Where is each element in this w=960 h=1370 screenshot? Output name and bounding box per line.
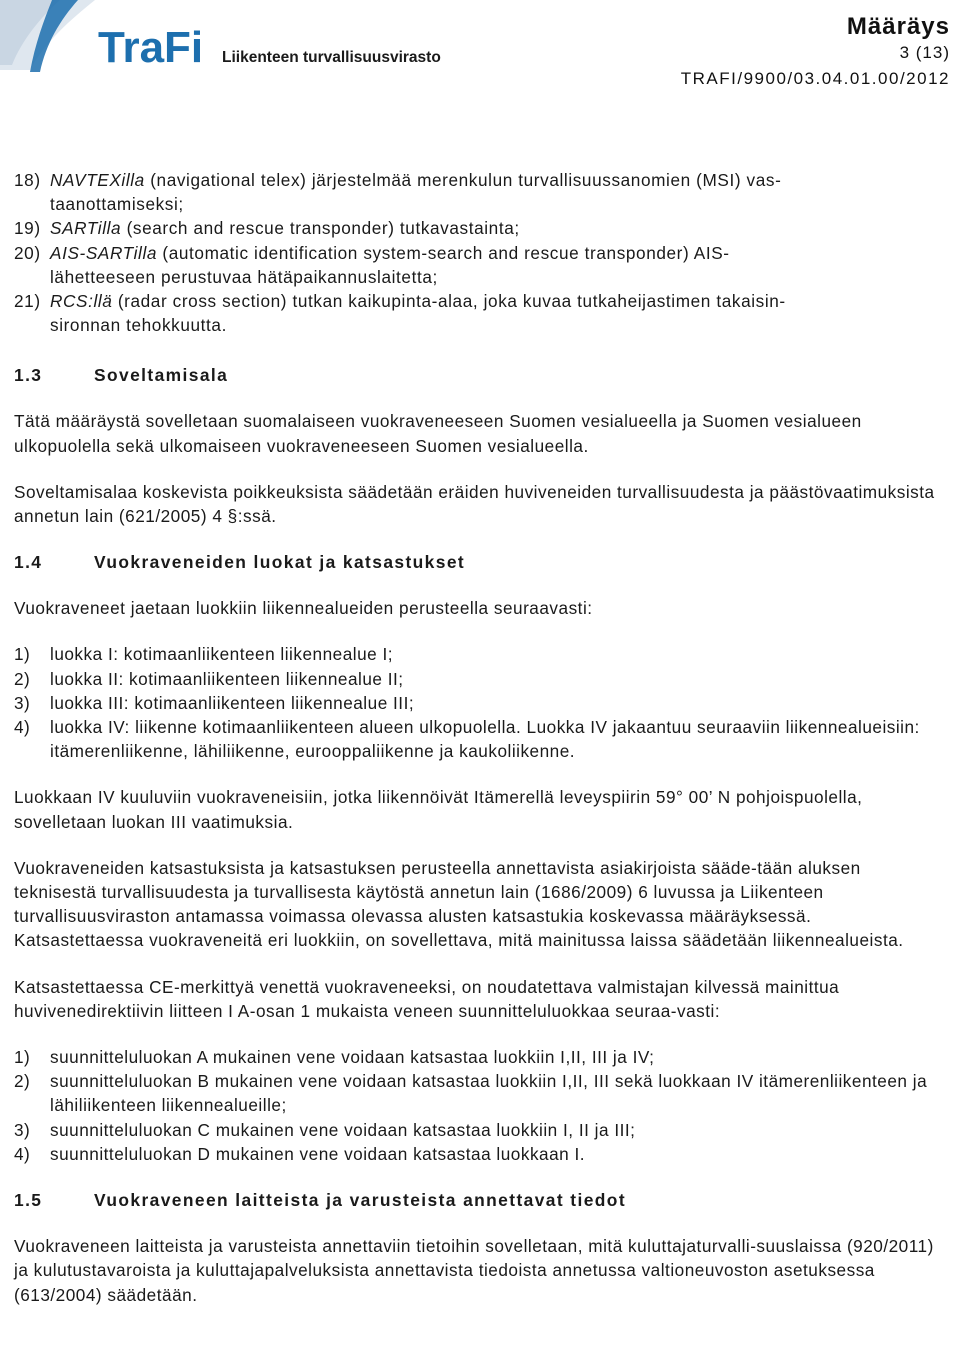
document-body (14, 168, 944, 1307)
paragraph: Soveltamisalaa koskevista poikkeuksista säädetään eräiden huviveneiden turvallisuudesta ja päästövaatimuksista annetun lain (621/2005) 4 §:ssä. (14, 481, 935, 527)
definition-text: (radar cross section) tutkan kaikupinta-alaa, joka kuvaa tutkaheijastimen takaisin- (112, 291, 786, 312)
list-number: 1) (14, 1047, 31, 1068)
definition-number: 19) (14, 218, 41, 239)
section-heading-1-4 (14, 550, 944, 574)
definition-item (14, 289, 944, 337)
section-number: 1.3 (14, 365, 43, 386)
paragraph: Vuokraveneen laitteista ja varusteista annettaviin tietoihin sovelletaan, mitä kuluttajaturvalli-suuslaissa (920/2011) ja kulutustavaroista ja kuluttajapalveluksista annettavista tiedoista annetussa valtioneuvoston asetuksessa (613/2004) säädetään. (14, 1236, 934, 1305)
document-type: Määräys (846, 13, 950, 40)
list-item (14, 1142, 944, 1166)
section-heading-1-5 (14, 1188, 944, 1212)
list-item (14, 642, 944, 666)
section-title: Vuokraveneiden luokat ja katsastukset (94, 552, 466, 573)
definition-number: 21) (14, 291, 41, 312)
document-reference: TRAFI/9900/03.04.01.00/2012 (680, 69, 950, 88)
definition-item (14, 216, 944, 240)
list-text: luokka IV: liikenne kotimaanliikenteen alueen ulkopuolella. Luokka IV jakaantuu seuraaviin liikennealueisiin: itämerenliikenne, lähiliikenne, eurooppaliikenne ja kaukoliikenne. (50, 717, 920, 762)
list-item (14, 667, 944, 691)
list-item (14, 715, 944, 763)
list-number: 1) (14, 644, 31, 665)
definition-continuation: lähetteeseen perustuvaa hätäpaikannuslaitetta; (50, 266, 438, 287)
paragraph: Tätä määräystä sovelletaan suomalaiseen vuokraveneeseen Suomen vesialueella ja Suomen vesialueen ulkopuolella sekä ulkomaiseen vuokraveneeseen Suomen vesialueella. (14, 411, 862, 456)
definition-text: (search and rescue transponder) tutkavastainta; (121, 218, 520, 239)
list-item (14, 1069, 944, 1117)
definition-continuation: taanottamiseksi; (50, 194, 184, 215)
definition-text: (navigational telex) järjestelmää merenkulun turvallisuussanomien (MSI) vas- (144, 170, 782, 190)
design-category-list (14, 1045, 944, 1166)
definition-item (14, 168, 944, 216)
list-number: 3) (14, 1119, 31, 1140)
section-number: 1.4 (14, 552, 43, 573)
page-header (0, 0, 960, 100)
section-title: Vuokraveneen laitteista ja varusteista annettavat tiedot (94, 1190, 627, 1211)
paragraph: Vuokraveneet jaetaan luokkiin liikennealueiden perusteella seuraavasti: (14, 598, 593, 619)
section-heading-1-3 (14, 363, 944, 387)
trafi-logo (0, 0, 450, 90)
definition-number: 20) (14, 242, 41, 263)
definition-item (14, 241, 944, 289)
list-text: suunnitteluluokan A mukainen vene voidaan katsastaa luokkiin I,II, III ja IV; (50, 1047, 655, 1068)
list-text: suunnitteluluokan B mukainen vene voidaan katsastaa luokkiin I,II, III sekä luokkaan IV itämerenliikenteen ja lähiliikenteen liikennealueille; (50, 1071, 928, 1116)
list-text: luokka I: kotimaanliikenteen liikennealue I; (50, 644, 394, 665)
list-item (14, 691, 944, 715)
definition-number: 18) (14, 170, 41, 190)
list-item (14, 1045, 944, 1069)
paragraph: Vuokraveneiden katsastuksista ja katsastuksen perusteella annettavista asiakirjoista sääde-tään aluksen teknisestä turvallisuudesta ja turvallisesta käytöstä annetun lain (1686/2009) 6 luvussa ja Liikenteen turvallisuusviraston antamassa voimassa olevassa alusten katsastukia koskevassa määräyksessä. Katsastettaessa vuokraveneitä eri luokkiin, on sovellettava, mitä mainitussa laissa säädetään liikennealueista. (14, 857, 904, 951)
list-number: 2) (14, 668, 31, 689)
list-text: luokka III: kotimaanliikenteen liikennealue III; (50, 692, 415, 713)
header-meta (681, 12, 950, 94)
list-text: luokka II: kotimaanliikenteen liikennealue II; (50, 668, 404, 689)
class-list (14, 642, 944, 763)
definition-term: RCS:llä (50, 291, 113, 312)
definition-term: AIS-SARTilla (50, 242, 158, 263)
definition-text: (automatic identification system-search and rescue transponder) AIS- (157, 242, 730, 263)
logo-wordmark: TraFi (98, 23, 204, 72)
definition-continuation: sironnan tehokkuutta. (50, 315, 227, 336)
section-title: Soveltamisala (94, 365, 229, 386)
list-number: 4) (14, 1143, 31, 1164)
list-number: 2) (14, 1071, 31, 1092)
definition-term: SARTilla (50, 218, 122, 239)
paragraph: Katsastettaessa CE-merkittyä venettä vuokraveneeksi, on noudatettava valmistajan kilvessä mainittua huvivenedirektiivin liitteen I A-osan 1 mukaista veneen suunnitteluluokkaa seuraa-vasti: (14, 976, 840, 1021)
list-text: suunnitteluluokan C mukainen vene voidaan katsastaa luokkiin I, II ja III; (50, 1119, 636, 1140)
paragraph: Luokkaan IV kuuluviin vuokraveneisiin, jotka liikennöivät Itämerellä leveyspiirin 59° 00’ N pohjoispuolella, sovelletaan luokan III vaatimuksia. (14, 787, 863, 832)
section-number: 1.5 (14, 1190, 43, 1211)
list-number: 4) (14, 717, 31, 738)
list-number: 3) (14, 692, 31, 713)
definitions-list (14, 168, 944, 337)
page-number: 3 (13) (899, 43, 950, 62)
definition-term: NAVTEXilla (50, 170, 145, 190)
logo-subtitle: Liikenteen turvallisuusvirasto (222, 49, 441, 66)
list-text: suunnitteluluokan D mukainen vene voidaan katsastaa luokkaan I. (50, 1143, 586, 1164)
list-item (14, 1118, 944, 1142)
